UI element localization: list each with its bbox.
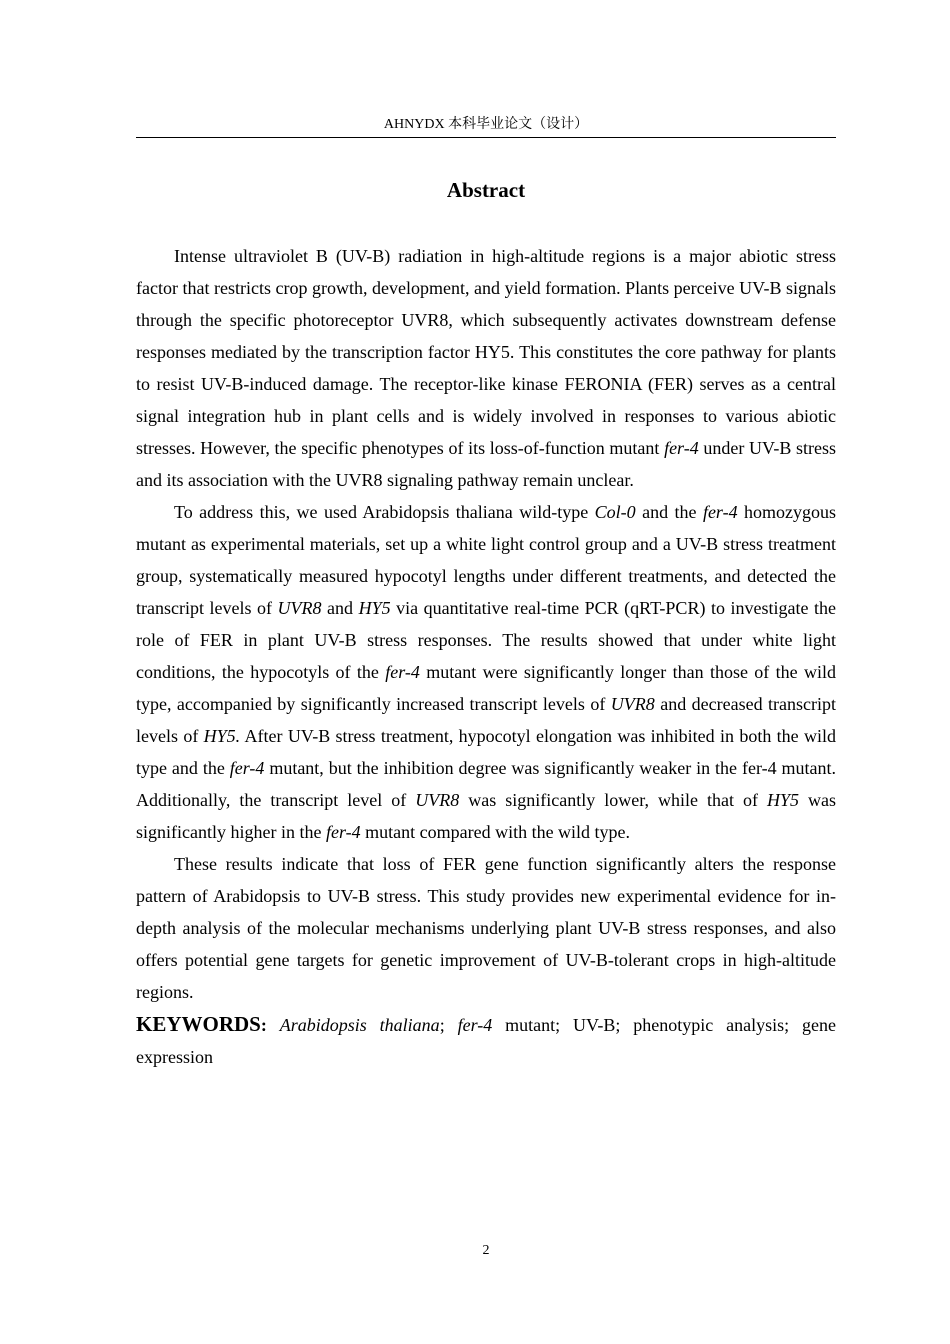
text-run: homozygous mutant as experimental materials, set up a white light control group and a UV-B stress treatment group, systematically measured hypocotyl lengths under different treatments, and detected the transcript levels of: [136, 502, 837, 618]
text-run: and decreased transcript levels of: [136, 694, 836, 746]
keywords-separator: :: [260, 1015, 267, 1035]
italic-gene-name: UVR8: [415, 790, 460, 810]
keywords-label: KEYWORDS: [136, 1012, 261, 1036]
abstract-paragraph-1: [136, 240, 836, 496]
keyword-separator: ;: [439, 1015, 445, 1035]
text-run: under UV-B stress and its association with the UVR8 signaling pathway remain unclear.: [136, 438, 836, 490]
abstract-body: [136, 240, 836, 1073]
keywords-line: [136, 1008, 836, 1073]
text-run: After UV-B stress treatment, hypocotyl elongation was inhibited in both the wild type and the: [136, 726, 837, 778]
italic-gene-name: UVR8: [277, 598, 322, 618]
italic-gene-name: fer-4: [385, 662, 420, 682]
text-run: mutant were significantly longer than those of the wild type, accompanied by significantly increased transcript levels of: [136, 662, 836, 714]
text-run: mutant, but the inhibition degree was significantly weaker in the fer-4 mutant. Additionally, the transcript level of: [136, 758, 836, 810]
italic-gene-name: fer-4: [664, 438, 699, 458]
keyword-italic: Arabidopsis thaliana: [279, 1015, 440, 1035]
text-run: and the: [635, 502, 703, 522]
text-run: mutant compared with the wild type.: [360, 822, 631, 842]
abstract-title: Abstract: [446, 178, 526, 202]
italic-gene-name: HY5.: [203, 726, 241, 746]
italic-gene-name: HY5: [358, 598, 391, 618]
italic-gene-name: Col-0: [594, 502, 636, 522]
text-run: via quantitative real-time PCR (qRT-PCR) to investigate the role of FER in plant UV-B stress responses. The results showed that under white light conditions, the hypocotyls of the: [136, 598, 836, 682]
italic-gene-name: fer-4: [702, 502, 738, 522]
text-run: was significantly higher in the: [136, 790, 836, 842]
text-run: and: [321, 598, 359, 618]
keyword-italic: fer-4: [457, 1015, 493, 1035]
italic-gene-name: fer-4: [229, 758, 265, 778]
text-run: To address this, we used Arabidopsis thaliana wild-type: [174, 502, 595, 522]
text-run: These results indicate that loss of FER gene function significantly alters the response pattern of Arabidopsis to UV-B stress. This study provides new experimental evidence for in-depth analysis of the molecular mechanisms underlying plant UV-B stress responses, and also offers potential gene targets for genetic improvement of UV-B-tolerant crops in high-altitude regions.: [136, 854, 836, 1002]
abstract-paragraph-3: [136, 848, 836, 1008]
running-header: AHNYDX 本科毕业论文（设计）: [383, 117, 589, 132]
italic-gene-name: fer-4: [325, 822, 361, 842]
text-run: Intense ultraviolet B (UV-B) radiation in high-altitude regions is a major abiotic stress factor that restricts crop growth, development, and yield formation. Plants perceive UV-B signals through the specific photoreceptor UVR8, which subsequently activates downstream defense responses mediated by the transcription factor HY5. This constitutes the core pathway for plants to resist UV-B-induced damage. The receptor-like kinase FERONIA (FER) serves as a central signal integration hub in plant cells and is widely involved in responses to various abiotic stresses. However, the specific phenotypes of its loss-of-function mutant: [136, 246, 836, 458]
page-number: 2: [482, 1243, 490, 1258]
header-rule: [136, 137, 836, 138]
italic-gene-name: HY5: [766, 790, 799, 810]
abstract-paragraph-2: [136, 496, 836, 848]
keyword-text: mutant; UV-B; phenotypic analysis; gene expression: [136, 1015, 837, 1067]
text-run: was significantly lower, while that of: [459, 790, 767, 810]
italic-gene-name: UVR8: [610, 694, 655, 714]
